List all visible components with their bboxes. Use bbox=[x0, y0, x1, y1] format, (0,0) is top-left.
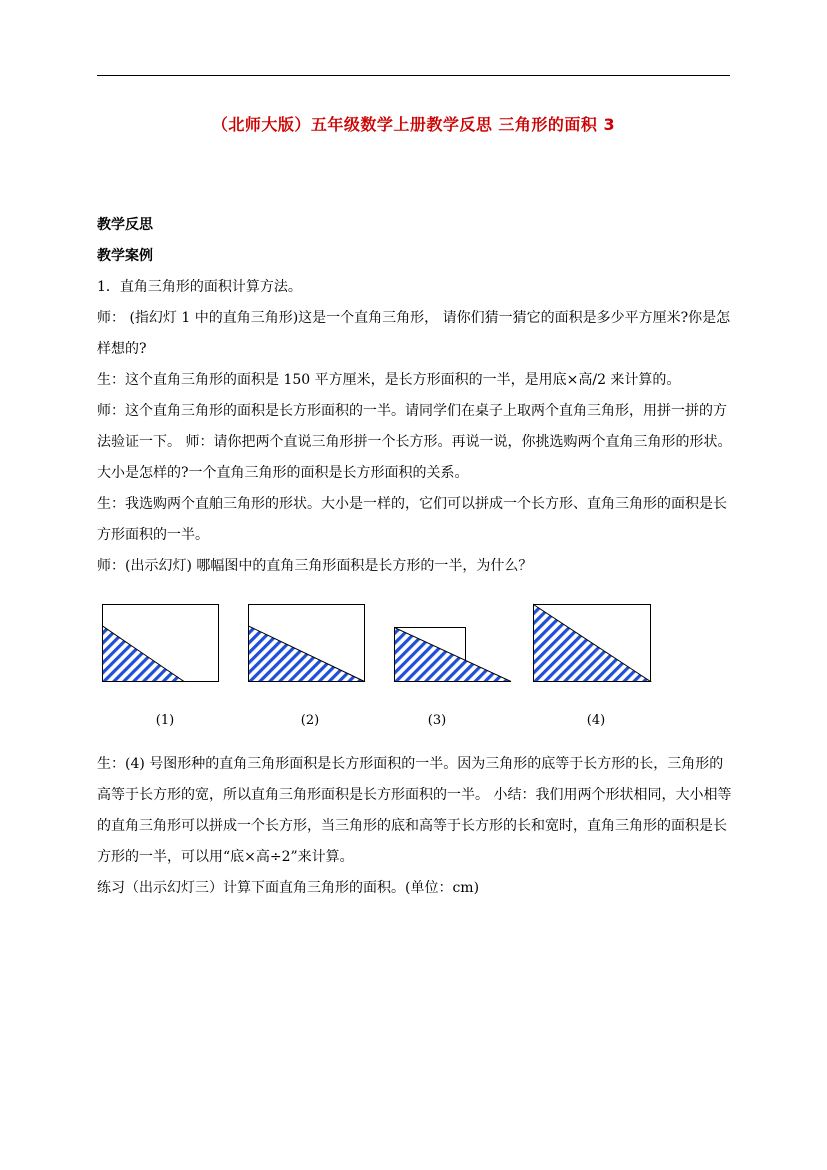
page-title: （北师大版）五年级数学上册教学反思 三角形的面积 3 bbox=[211, 115, 616, 134]
figure-4-diagram bbox=[532, 603, 657, 685]
paragraph: 1．直角三角形的面积计算方法。 bbox=[97, 279, 302, 295]
paragraph: 师：(出示幻灯) 哪幅图中的直角三角形面积是长方形的一半，为什么？ bbox=[97, 558, 533, 574]
figure-3-caption: (3) bbox=[427, 713, 447, 728]
header-rule bbox=[97, 75, 730, 76]
section-heading-case: 教学案例 bbox=[97, 248, 153, 264]
figure-2 bbox=[247, 603, 372, 728]
triangle-figures bbox=[97, 603, 735, 743]
paragraph: 师： (指幻灯 1 中的直角三角形)这是一个直角三角形， 请你们猜一猜它的面积是多少平方厘米?你是怎样想的? bbox=[97, 310, 731, 357]
figure-1-diagram bbox=[101, 603, 226, 685]
figure-2-caption: (2) bbox=[300, 713, 320, 728]
figure-4-caption: (4) bbox=[586, 713, 606, 728]
figure-1 bbox=[101, 603, 226, 728]
figure-3 bbox=[393, 603, 518, 728]
figure-1-caption: (1) bbox=[155, 713, 175, 728]
figure-2-diagram bbox=[247, 603, 372, 685]
paragraph: 生：(4) 号图形种的直角三角形面积是长方形面积的一半。因为三角形的底等于长方形的长，三角形的高等于长方形的宽，所以直角三角形面积是长方形面积的一半。 小结：我们用两个形状相同，大小相等的直角三角形可以拼成一个长方形，当三角形的底和高等于长方形的长和宽时，直角三角形的面积是长方形的一半，可以用“底×高÷2”来计算。 bbox=[97, 756, 732, 865]
document-body bbox=[97, 210, 735, 904]
paragraph: 生：我选购两个直舶三角形的形状。大小是一样的，它们可以拼成一个长方形、直角三角形的面积是长方形面积的一半。 bbox=[97, 496, 727, 543]
figure-4 bbox=[532, 603, 657, 728]
paragraph: 练习（出示幻灯三）计算下面直角三角形的面积。(单位：cm) bbox=[97, 880, 480, 896]
section-heading-reflection: 教学反思 bbox=[97, 217, 153, 233]
figure-3-diagram bbox=[393, 603, 518, 685]
paragraph: 生：这个直角三角形的面积是 150 平方厘米，是长方形面积的一半，是用底×高/2 来计算的。 bbox=[97, 372, 681, 388]
paragraph: 师：这个直角三角形的面积是长方形面积的一半。请同学们在桌子上取两个直角三角形，用拼一拼的方法验证一下。 师：请你把两个直说三角形拼一个长方形。再说一说，你挑选购两个直角三角形的形状。大小是怎样的?一个直角三角形的面积是长方形面积的关系。 bbox=[97, 403, 732, 481]
